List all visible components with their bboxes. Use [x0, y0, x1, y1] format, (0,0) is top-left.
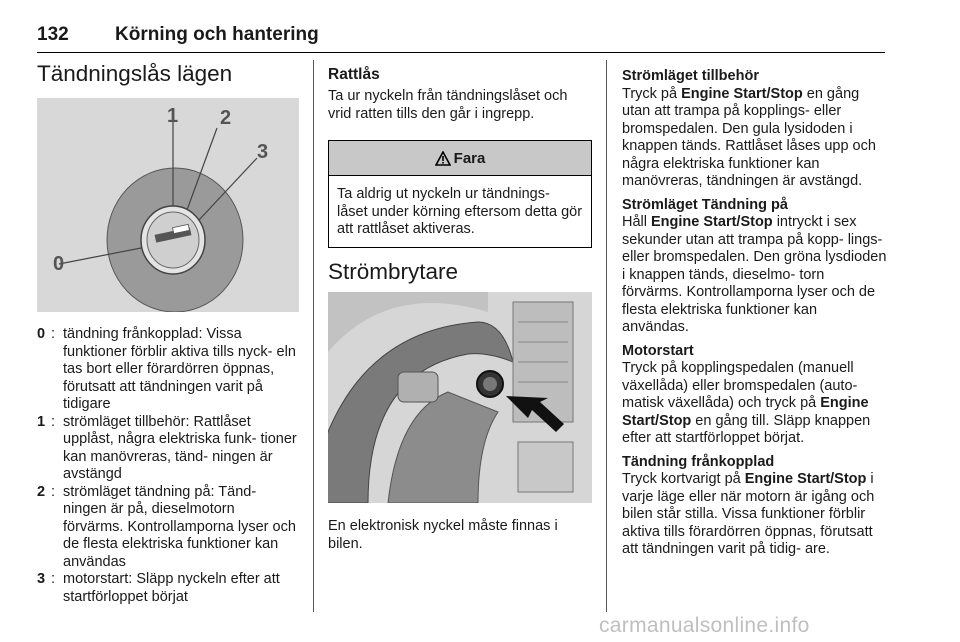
section-heading-power-switch: Strömbrytare — [328, 259, 459, 284]
watermark: carmanualsonline.info — [599, 614, 810, 637]
column-2 — [328, 60, 592, 123]
section-title: Strömläget Tändning på — [622, 196, 788, 213]
list-item-text: strömläget tillbehör: Rattlåset upplåst, några elektriska funk- tioner kan manövreras, tänd- ningen är avstängd — [63, 413, 297, 482]
section-text: Tryck på Engine Start/Stop en gång utan att trampa på kopplings- eller bromspedalen. Den gula lysidoden i knappen tänds. Rattlåset låses upp och några elektriska funktioner kan manövreras, tändningen är avstängd. — [622, 85, 876, 189]
steering-wheel-illustration — [328, 292, 592, 503]
list-item-key: 1 — [37, 413, 46, 430]
list-item: 0 : tändning frånkopplad: Vissa funktioner förblir aktiva tills nyck- eln tas bort eller förardörren öppnas, förutsatt att tändningen varit på tidigare — [37, 326, 299, 414]
warning-header — [329, 141, 591, 176]
section-title: Tändning frånkopplad — [622, 453, 775, 470]
steering-lock-text: Ta ur nyckeln från tändningslåset och vrid ratten tills den går i ingrepp. — [328, 88, 568, 122]
page-header — [37, 24, 885, 53]
section-heading-ignition-positions: Tändningslås lägen — [37, 61, 233, 86]
section-accessory-mode — [622, 68, 887, 191]
section-ignition-off — [622, 454, 887, 559]
column-1 — [37, 60, 299, 88]
list-item-key: 3 — [37, 571, 46, 587]
column-divider — [313, 60, 314, 612]
list-item-text: strömläget tändning på: Tänd- ningen är på, dieselmotorn förvärms. Kontrollamporna lyser och de flesta elektriska funktioner kan användas — [63, 483, 296, 570]
page-chapter-title: Körning och hantering — [115, 24, 319, 45]
power-switch-figure — [328, 292, 592, 503]
warning-triangle-icon — [435, 151, 451, 166]
list-item-key: 0 — [37, 326, 46, 342]
section-text: Tryck på kopplingspedalen (manuell växellåda) eller bromspedalen (auto- matisk växellåda) och tryck på Engine Start/Stop en gång till. Släpp knappen efter att startförloppet börjat. — [622, 360, 871, 446]
danger-warning-box — [328, 140, 592, 248]
list-item-key: 2 — [37, 483, 46, 500]
figure-label-3: 3 — [257, 141, 269, 163]
section-title: Motorstart — [622, 342, 694, 359]
page-number: 132 — [37, 24, 69, 45]
column-divider — [606, 60, 607, 612]
list-item-text: tändning frånkopplad: Vissa funktioner förblir aktiva tills nyck- eln tas bort eller förardörren öppnas, förutsatt att tändningen varit på tidigare — [63, 326, 296, 412]
figure-caption: En elektronisk nyckel måste finnas i bilen. — [328, 518, 558, 552]
column-3 — [622, 68, 887, 565]
ignition-switch-figure — [37, 98, 299, 312]
warning-title: Fara — [453, 149, 486, 167]
list-item: 2 : strömläget tändning på: Tänd- ningen är på, dieselmotorn förvärms. Kontrollamporna lyser och de flesta elektriska funktioner kan användas — [37, 484, 299, 572]
list-item: 3 : motorstart: Släpp nyckeln efter att startförloppet börjat — [37, 571, 299, 606]
section-ignition-on — [622, 197, 887, 337]
ignition-positions-list — [37, 326, 299, 606]
figure-label-1: 1 — [167, 105, 179, 127]
section-text: Tryck kortvarigt på Engine Start/Stop i varje läge eller när motorn är igång och bilen står stilla. Vissa funktioner förblir aktiva tills förardörren öppnas, förutsatt att tändningen varit på tidig- are. — [622, 471, 875, 557]
section-title: Strömläget tillbehör — [622, 68, 759, 84]
warning-text: Ta aldrig ut nyckeln ur tändnings- låset under körning eftersom detta gör att rattlåset aktiveras. — [337, 186, 583, 237]
ignition-switch-illustration — [37, 98, 299, 312]
list-item: 1 : strömläget tillbehör: Rattlåset upplåst, några elektriska funk- tioner kan manövreras, tänd- ningen är avstängd — [37, 414, 299, 484]
section-text: Håll Engine Start/Stop intryckt i sex sekunder utan att trampa på kopp- lings- eller bromspedalen. Den gröna lysdioden i knappen tänds, dieselmo- torn förvärms. Kontrollamporna lyser och de flesta elektriska funktioner kan användas. — [622, 214, 887, 335]
list-item-text: motorstart: Släpp nyckeln efter att startförloppet börjat — [63, 571, 280, 605]
figure-label-2: 2 — [220, 107, 232, 129]
figure-label-0: 0 — [53, 253, 65, 275]
section-engine-start — [622, 343, 887, 448]
steering-lock-heading: Rattlås — [328, 66, 380, 83]
